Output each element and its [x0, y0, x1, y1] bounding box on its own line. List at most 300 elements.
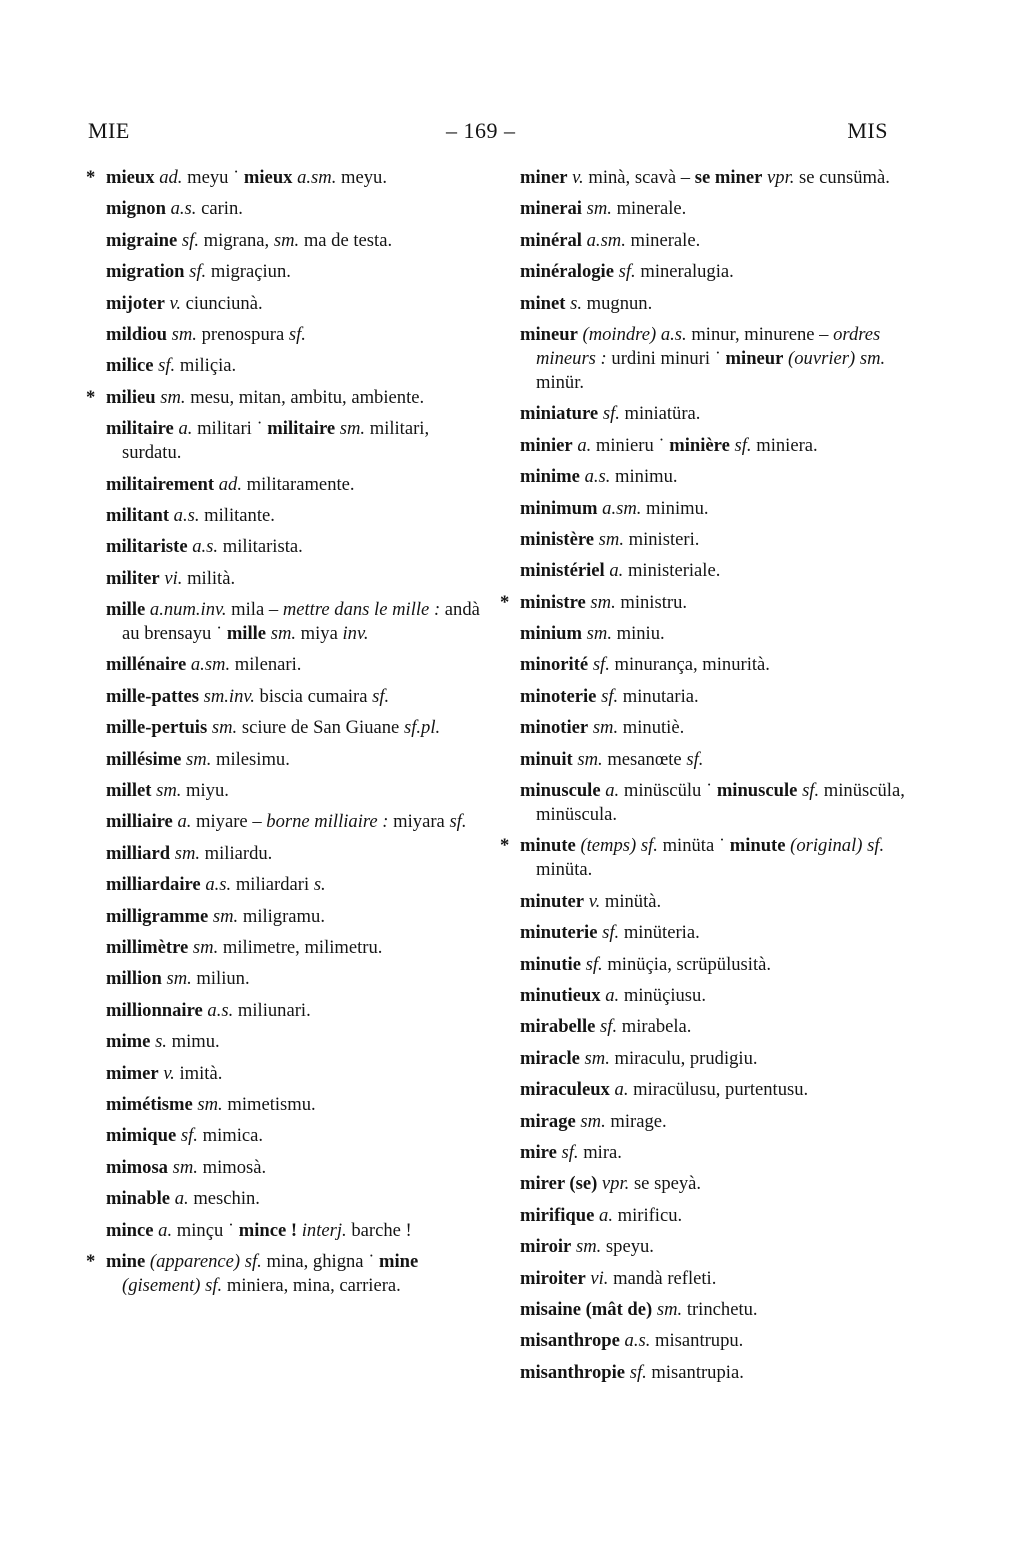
- grammar-label: sf.: [734, 434, 752, 456]
- grammar-label: a.sm.: [190, 654, 231, 676]
- translation-text: meschin.: [188, 1188, 260, 1210]
- grammar-label: sm.: [586, 623, 612, 645]
- translation-text: ministru.: [615, 591, 688, 613]
- dictionary-entry: [520, 323, 905, 395]
- headword: mille: [226, 623, 267, 645]
- translation-text: miliunari.: [233, 999, 311, 1021]
- translation-text: minüteria.: [619, 922, 700, 944]
- dictionary-entry: [520, 748, 905, 772]
- grammar-label: sm.: [174, 842, 201, 864]
- translation-text: barche !: [346, 1219, 412, 1241]
- example-phrase: (gisement): [122, 1274, 201, 1296]
- dictionary-entry: [520, 166, 905, 190]
- grammar-label: sf.: [585, 953, 603, 975]
- grammar-label: sf.: [629, 1361, 647, 1383]
- dictionary-entry: [106, 535, 486, 559]
- translation-text: minà, scavà –: [583, 167, 695, 188]
- grammar-label: sm.: [192, 936, 219, 958]
- headword: milliard: [106, 842, 171, 864]
- grammar-label: a.: [605, 984, 620, 1006]
- dictionary-entry: [106, 905, 486, 929]
- dictionary-entry: [520, 716, 905, 740]
- grammar-label: sf.: [592, 654, 610, 676]
- headword: militaire: [267, 418, 336, 440]
- headword: mignon: [106, 198, 166, 220]
- grammar-label: sm.: [171, 323, 197, 345]
- translation-text: miracülusu, purtentusu.: [628, 1079, 809, 1101]
- grammar-label: a.: [614, 1079, 629, 1101]
- translation-text: meyu.: [336, 167, 387, 188]
- translation-text: se cunsümà.: [794, 167, 890, 188]
- translation-text: meyu ˙: [182, 167, 244, 188]
- dictionary-entry: [106, 748, 486, 772]
- grammar-label: sm.: [273, 229, 300, 251]
- dictionary-entry: [106, 1156, 486, 1180]
- translation-text: minutaria.: [618, 685, 699, 707]
- translation-text: ministeriale.: [623, 560, 721, 582]
- grammar-label: a.: [178, 418, 193, 440]
- translation-text: minurança, minurità.: [609, 654, 770, 676]
- grammar-label: sf.: [189, 261, 207, 283]
- grammar-label: sf.: [372, 685, 390, 707]
- grammar-label: sf.: [867, 835, 885, 857]
- headword: minerai: [520, 198, 582, 220]
- headword: milieu: [106, 386, 156, 408]
- translation-text: andà au brensayu ˙: [122, 599, 480, 645]
- headword: militariste: [106, 536, 188, 558]
- grammar-label: sm.: [211, 717, 238, 739]
- dictionary-entry: [520, 1298, 905, 1322]
- dictionary-entry: [520, 834, 905, 882]
- grammar-label: a.s.: [207, 999, 234, 1021]
- headword: mirabelle: [520, 1016, 596, 1038]
- headword: miroir: [520, 1236, 572, 1258]
- headword: ministre: [520, 591, 586, 613]
- translation-text: speyu.: [601, 1236, 654, 1258]
- grammar-label: inv.: [342, 623, 369, 645]
- grammar-label: vpr.: [601, 1173, 630, 1195]
- headword: minime: [520, 466, 580, 488]
- grammar-label: s.: [313, 874, 326, 896]
- dictionary-entry: [520, 653, 905, 677]
- headword: mille: [106, 599, 146, 621]
- grammar-label: ad.: [218, 473, 242, 495]
- grammar-label: v.: [169, 292, 182, 314]
- grammar-label: sm.: [172, 1156, 198, 1178]
- headword: miner: [520, 167, 568, 188]
- headword: se miner: [694, 167, 763, 188]
- headword: mine: [106, 1250, 146, 1272]
- headword: minoterie: [520, 685, 597, 707]
- dictionary-entry: [520, 685, 905, 709]
- headword: minuterie: [520, 922, 598, 944]
- translation-text: miyara: [388, 811, 450, 833]
- grammar-label: sm.: [186, 748, 212, 770]
- grammar-label: sf.: [602, 403, 620, 425]
- translation-text: mina, ghigna ˙: [261, 1250, 380, 1272]
- translation-text: misantrupu.: [650, 1330, 744, 1352]
- headword: militer: [106, 567, 160, 589]
- headword: mince: [106, 1219, 154, 1241]
- translation-text: mandà refleti.: [608, 1267, 717, 1289]
- dictionary-entry: [106, 1124, 486, 1148]
- headword: mince !: [238, 1219, 298, 1241]
- dictionary-entry: [520, 591, 905, 615]
- translation-text: miligramu.: [238, 905, 325, 927]
- example-phrase: borne milliaire :: [266, 811, 389, 833]
- translation-text: miyare –: [191, 811, 267, 833]
- translation-text: biscia cumaira: [254, 685, 373, 707]
- grammar-label: sf.: [158, 355, 176, 377]
- translation-text: prenospura: [196, 323, 289, 345]
- translation-text: minüçia, scrüpülusità.: [602, 953, 772, 975]
- headword: miracle: [520, 1047, 580, 1069]
- grammar-label: sm.: [197, 1093, 223, 1115]
- grammar-label: sm.inv.: [203, 685, 255, 707]
- dictionary-entry: [106, 1187, 486, 1211]
- example-phrase: (moindre): [582, 323, 657, 345]
- grammar-label: sf.pl.: [403, 717, 441, 739]
- translation-text: minimu.: [641, 497, 709, 519]
- dictionary-entry: [520, 559, 905, 583]
- headword: minute: [729, 835, 786, 857]
- dictionary-entry: [106, 653, 486, 677]
- dictionary-entry: [520, 1267, 905, 1291]
- grammar-label: a.sm.: [297, 167, 337, 188]
- translation-text: milimetre, milimetru.: [218, 936, 383, 958]
- headword: minable: [106, 1188, 171, 1210]
- headword: milliaire: [106, 811, 173, 833]
- translation-text: mirificu.: [612, 1204, 683, 1226]
- headword: misanthrope: [520, 1330, 620, 1352]
- headword: millésime: [106, 748, 182, 770]
- example-phrase: mettre dans le mille :: [282, 599, 441, 621]
- dictionary-entry: [106, 417, 486, 465]
- headword: million: [106, 968, 162, 990]
- headword: milliardaire: [106, 874, 201, 896]
- translation-text: miyu.: [181, 780, 229, 802]
- dictionary-entry: [520, 779, 905, 827]
- grammar-label: a.sm.: [602, 497, 642, 519]
- headword: mimer: [106, 1062, 159, 1084]
- headword: mineur: [725, 347, 784, 369]
- page-number: – 169 –: [446, 118, 516, 143]
- example-phrase: (temps): [580, 835, 637, 857]
- grammar-label: sf.: [640, 835, 658, 857]
- grammar-label: sf.: [288, 323, 306, 345]
- headword: minière: [669, 434, 730, 456]
- dictionary-entry: [106, 716, 486, 740]
- dictionary-entry: [106, 229, 486, 253]
- dictionary-entry: [520, 1047, 905, 1071]
- translation-text: mimetismu.: [222, 1093, 316, 1115]
- headword: migration: [106, 261, 185, 283]
- headword: minutieux: [520, 984, 601, 1006]
- left-column: [106, 166, 486, 1305]
- translation-text: milenari.: [230, 654, 302, 676]
- grammar-label: sf.: [561, 1141, 579, 1163]
- dictionary-entry: [106, 999, 486, 1023]
- dictionary-entry: [106, 1030, 486, 1054]
- translation-text: ministeri.: [623, 528, 700, 550]
- headword: millimètre: [106, 936, 189, 958]
- dictionary-entry: [106, 1062, 486, 1086]
- dictionary-entry: [106, 1219, 486, 1243]
- headword: mineur: [520, 323, 578, 345]
- headword: mirifique: [520, 1204, 595, 1226]
- dictionary-entry: [106, 810, 486, 834]
- headword: minuscule: [520, 780, 601, 802]
- translation-text: militari, surdatu.: [122, 418, 430, 464]
- headword: mille-pattes: [106, 685, 199, 707]
- headword: mildiou: [106, 323, 167, 345]
- grammar-label: sf.: [802, 780, 820, 802]
- translation-text: miliun.: [191, 968, 250, 990]
- translation-text: miniu.: [611, 623, 665, 645]
- grammar-label: sm.: [160, 386, 186, 408]
- grammar-label: a.: [609, 560, 624, 582]
- grammar-label: sm.: [590, 591, 616, 613]
- grammar-label: sm.: [577, 748, 603, 770]
- translation-text: minerale.: [625, 229, 701, 251]
- grammar-label: sm.: [584, 1047, 610, 1069]
- grammar-label: a.: [599, 1204, 613, 1226]
- dictionary-entry: [106, 598, 486, 646]
- grammar-label: sm.: [586, 198, 612, 220]
- dictionary-entry: [106, 685, 486, 709]
- dictionary-entry: [520, 528, 905, 552]
- headword: mire: [520, 1141, 557, 1163]
- headword: mimosa: [106, 1156, 168, 1178]
- grammar-label: vi.: [590, 1267, 609, 1289]
- headword: minier: [520, 434, 573, 456]
- dictionary-entry: [106, 567, 486, 591]
- grammar-label: sf.: [244, 1250, 262, 1272]
- dictionary-entry: [106, 197, 486, 221]
- grammar-label: sm.: [166, 968, 192, 990]
- translation-text: militaramente.: [242, 473, 355, 495]
- grammar-label: a.s.: [170, 198, 197, 220]
- dictionary-entry: [520, 890, 905, 914]
- translation-text: mira.: [578, 1141, 622, 1163]
- dictionary-entry: [520, 1110, 905, 1134]
- grammar-label: sm.: [339, 418, 366, 440]
- running-head-last-word: MIS: [847, 118, 888, 143]
- grammar-label: a.s.: [192, 536, 219, 558]
- translation-text: mirage.: [605, 1110, 667, 1132]
- translation-text: minüscülu ˙: [619, 780, 717, 802]
- dictionary-entry: [106, 292, 486, 316]
- dictionary-entry: [106, 354, 486, 378]
- translation-text: mirabela.: [617, 1016, 692, 1038]
- grammar-label: sf.: [205, 1274, 223, 1296]
- example-phrase: (ouvrier): [788, 347, 856, 369]
- grammar-label: a.: [605, 780, 620, 802]
- headword: miraculeux: [520, 1079, 610, 1101]
- headword: minuscule: [716, 780, 798, 802]
- translation-text: minerale.: [611, 198, 687, 220]
- dictionary-entry: [106, 1250, 486, 1298]
- dictionary-entry: [106, 842, 486, 866]
- grammar-label: sf.: [181, 229, 199, 251]
- dictionary-entry: [520, 229, 905, 253]
- translation-text: miraculu, prudigiu.: [609, 1047, 758, 1069]
- headword: minutie: [520, 953, 581, 975]
- grammar-label: sm.: [592, 717, 619, 739]
- grammar-label: sm.: [575, 1236, 602, 1258]
- grammar-label: v.: [163, 1062, 175, 1084]
- headword: minute: [520, 835, 576, 857]
- translation-text: mineralugia.: [635, 261, 734, 283]
- translation-text: se speyà.: [629, 1173, 702, 1195]
- headword: misanthropie: [520, 1361, 626, 1383]
- dictionary-entry: [106, 473, 486, 497]
- grammar-label: vpr.: [767, 167, 795, 188]
- headword: mirage: [520, 1110, 576, 1132]
- headword: mimique: [106, 1125, 177, 1147]
- dictionary-entry: [520, 1172, 905, 1196]
- translation-text: milità.: [182, 567, 236, 589]
- grammar-label: s.: [155, 1031, 167, 1053]
- dictionary-entry: [520, 1015, 905, 1039]
- grammar-label: a.sm.: [586, 229, 626, 251]
- translation-text: mila –: [226, 599, 283, 621]
- translation-text: minçu ˙: [172, 1219, 239, 1241]
- translation-text: minutiè.: [618, 717, 685, 739]
- translation-text: miya: [296, 623, 343, 645]
- grammar-label: a.num.inv.: [149, 599, 227, 621]
- headword: misaine (mât de): [520, 1298, 653, 1320]
- dictionary-entry: [106, 386, 486, 410]
- grammar-label: a.: [158, 1219, 173, 1241]
- grammar-label: vi.: [164, 567, 183, 589]
- translation-text: miniera, mina, carriera.: [222, 1274, 401, 1296]
- dictionary-entry: [520, 984, 905, 1008]
- translation-text: migraçiun.: [206, 261, 291, 283]
- headword: militaire: [106, 418, 174, 440]
- translation-text: carin.: [196, 198, 243, 220]
- grammar-label: a.s.: [584, 466, 611, 488]
- headword: minéralogie: [520, 261, 614, 283]
- translation-text: militarista.: [218, 536, 303, 558]
- translation-text: minür.: [536, 371, 585, 393]
- grammar-label: interj.: [301, 1219, 347, 1241]
- translation-text: miniera.: [751, 434, 818, 456]
- translation-text: minüta ˙: [657, 835, 730, 857]
- grammar-label: sf.: [600, 1016, 618, 1038]
- dictionary-entry: [106, 936, 486, 960]
- grammar-label: sf.: [601, 685, 619, 707]
- translation-text: minüçiusu.: [619, 984, 706, 1006]
- translation-text: sciure de San Giuane: [237, 717, 404, 739]
- headword: ministériel: [520, 560, 605, 582]
- translation-text: misantrupia.: [646, 1361, 744, 1383]
- dictionary-entry: [520, 465, 905, 489]
- headword: miniature: [520, 403, 599, 425]
- grammar-label: ad.: [159, 167, 183, 188]
- dictionary-entry: [106, 873, 486, 897]
- translation-text: mimosà.: [197, 1156, 267, 1178]
- headword: mime: [106, 1031, 151, 1053]
- grammar-label: sm.: [598, 528, 624, 550]
- grammar-label: v.: [572, 167, 584, 188]
- grammar-label: sm.: [580, 1110, 606, 1132]
- dictionary-entry: [106, 166, 486, 190]
- headword: milice: [106, 355, 154, 377]
- grammar-label: s.: [570, 292, 582, 314]
- grammar-label: v.: [588, 890, 601, 912]
- dictionary-entry: [520, 1235, 905, 1259]
- translation-text: migrana,: [198, 229, 274, 251]
- grammar-label: sm.: [656, 1298, 683, 1320]
- translation-text: minimu.: [610, 466, 678, 488]
- translation-text: militante.: [199, 504, 275, 526]
- dictionary-entry: [106, 504, 486, 528]
- grammar-label: sf.: [180, 1125, 198, 1147]
- dictionary-entry: [106, 967, 486, 991]
- headword: minimum: [520, 497, 598, 519]
- example-phrase: ordres mineurs :: [536, 323, 881, 369]
- translation-text: minütà.: [600, 890, 662, 912]
- headword: mirer (se): [520, 1173, 598, 1195]
- headword: mieux: [243, 167, 293, 188]
- dictionary-entry: [520, 1141, 905, 1165]
- headword: minorité: [520, 654, 589, 676]
- translation-text: militari ˙: [192, 418, 268, 440]
- translation-text: minüscüla, minüscula.: [536, 780, 905, 826]
- dictionary-entry: [520, 497, 905, 521]
- grammar-label: a.s.: [624, 1330, 651, 1352]
- translation-text: minieru ˙: [591, 434, 670, 456]
- grammar-label: sf.: [449, 811, 467, 833]
- headword: mine: [379, 1250, 419, 1272]
- grammar-label: sf.: [686, 748, 704, 770]
- headword: millionnaire: [106, 999, 203, 1021]
- dictionary-entry: [520, 1204, 905, 1228]
- translation-text: mesu, mitan, ambitu, ambiente.: [185, 386, 425, 408]
- dictionary-entry: [520, 197, 905, 221]
- translation-text: mimu.: [166, 1031, 220, 1053]
- headword: minuter: [520, 890, 585, 912]
- grammar-label: a.: [577, 434, 592, 456]
- dictionary-entry: [520, 622, 905, 646]
- translation-text: mimica.: [197, 1125, 264, 1147]
- translation-text: imità.: [174, 1062, 223, 1084]
- dictionary-entry: [520, 921, 905, 945]
- translation-text: ciunciunà.: [181, 292, 263, 314]
- translation-text: minüta.: [536, 859, 593, 881]
- headword: militant: [106, 504, 170, 526]
- dictionary-entry: [106, 323, 486, 347]
- grammar-label: sm.: [270, 623, 297, 645]
- translation-text: miliçia.: [175, 355, 237, 377]
- translation-text: miniatüra.: [619, 403, 701, 425]
- headword: mijoter: [106, 292, 165, 314]
- headword: mieux: [106, 167, 155, 188]
- translation-text: minur, minurene –: [686, 323, 834, 345]
- grammar-label: a.: [174, 1188, 189, 1210]
- headword: minet: [520, 292, 566, 314]
- dictionary-entry: [520, 292, 905, 316]
- dictionary-entry: [106, 779, 486, 803]
- headword: mimétisme: [106, 1093, 193, 1115]
- translation-text: miliardu.: [200, 842, 273, 864]
- example-phrase: (original): [790, 835, 863, 857]
- grammar-label: a.s.: [205, 874, 232, 896]
- headword: minium: [520, 623, 582, 645]
- grammar-label: sm.: [156, 780, 182, 802]
- dictionary-entry: [520, 1329, 905, 1353]
